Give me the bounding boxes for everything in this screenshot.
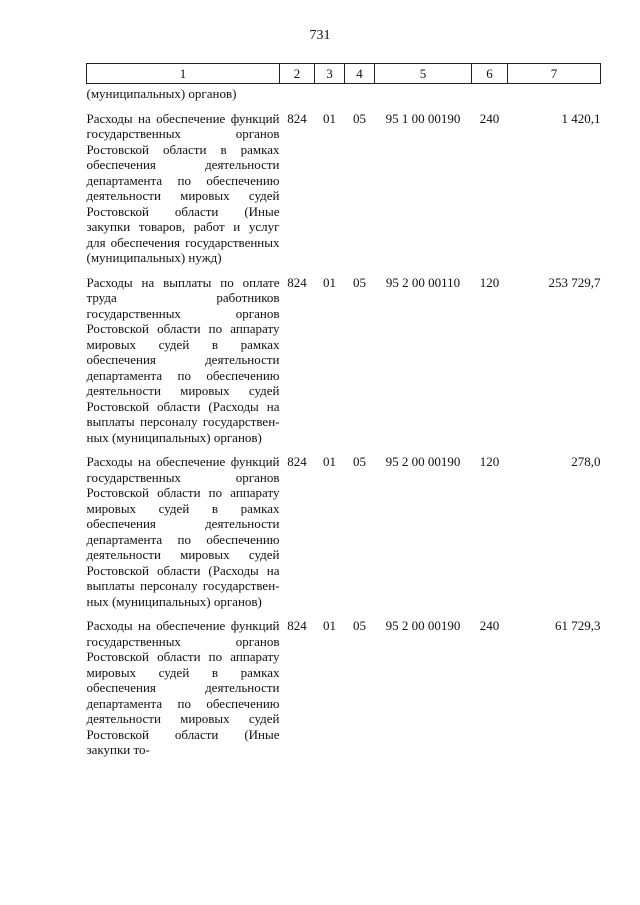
row-target-article: 95 2 00 00190 bbox=[385, 454, 461, 469]
row-expense-type bbox=[472, 84, 508, 102]
header-col-6: 6 bbox=[472, 64, 508, 84]
row-description: Расходы на обеспечение функций государственных органов Ростовской области в рамках обеспечения деятельности департамента по обеспечению деятельности мировых судей Ростовской области (Иные закупки товаров, работ и услуг для обеспечения государственных (муниципальных) нужд) bbox=[86, 110, 280, 265]
table-row bbox=[87, 609, 601, 758]
row-section-code: 01 bbox=[323, 618, 336, 633]
row-subsection-code: 05 bbox=[353, 454, 366, 469]
row-section-code bbox=[315, 84, 345, 102]
row-expense-type: 120 bbox=[479, 454, 500, 469]
budget-table bbox=[86, 63, 601, 758]
row-section-code: 01 bbox=[323, 110, 336, 126]
row-description: Расходы на обеспечение функций государственных органов Ростовской области по аппарату мировых судей в рамках обеспечения деятельности департамента по обеспечению деятельности мировых судей Ростовской области (Иные закупки то- bbox=[86, 618, 280, 757]
row-subsection-code: 05 bbox=[353, 110, 366, 126]
row-expense-type: 120 bbox=[479, 274, 500, 290]
table-row bbox=[87, 266, 601, 446]
row-description: (муниципальных) органов) bbox=[86, 86, 237, 101]
row-ministry-code: 824 bbox=[287, 110, 307, 126]
row-subsection-code bbox=[345, 84, 375, 102]
row-amount: 253 729,7 bbox=[548, 274, 601, 290]
row-ministry-code bbox=[280, 84, 315, 102]
table-row bbox=[87, 84, 601, 102]
row-expense-type: 240 bbox=[479, 618, 500, 633]
row-target-article bbox=[375, 84, 472, 102]
row-ministry-code: 824 bbox=[287, 454, 307, 469]
row-subsection-code: 05 bbox=[353, 618, 366, 633]
header-col-3: 3 bbox=[315, 64, 345, 84]
row-section-code: 01 bbox=[323, 454, 336, 469]
page-number: 731 bbox=[309, 28, 331, 43]
row-ministry-code: 824 bbox=[287, 618, 307, 633]
row-description: Расходы на выплаты по оплате труда работников государственных органов Ростовской области по аппарату мировых судей в рамках обеспечения деятельности департамента по обеспечению деятельности мировых судей Ростовской области (Расходы на выплаты персоналу государственных (муниципальных) органов) bbox=[86, 274, 280, 445]
table-row bbox=[87, 102, 601, 266]
row-description: Расходы на обеспечение функций государственных органов Ростовской области по аппарату мировых судей в рамках обеспечения деятельности департамента по обеспечению деятельности мировых судей Ростовской области (Расходы на выплаты персоналу государственных (муниципальных) органов) bbox=[86, 454, 280, 609]
row-amount: 278,0 bbox=[571, 454, 601, 469]
row-target-article: 95 2 00 00190 bbox=[385, 618, 461, 633]
row-expense-type: 240 bbox=[479, 110, 500, 126]
header-col-5: 5 bbox=[375, 64, 472, 84]
table-header-row bbox=[87, 64, 601, 84]
table-row bbox=[87, 445, 601, 609]
row-amount: 1 420,1 bbox=[561, 110, 601, 126]
row-section-code: 01 bbox=[323, 274, 336, 290]
row-target-article: 95 2 00 00110 bbox=[385, 274, 461, 290]
row-ministry-code: 824 bbox=[287, 274, 307, 290]
header-col-4: 4 bbox=[345, 64, 375, 84]
row-target-article: 95 1 00 00190 bbox=[385, 110, 461, 126]
header-col-7: 7 bbox=[508, 64, 601, 84]
header-col-1: 1 bbox=[87, 64, 280, 84]
row-amount: 61 729,3 bbox=[555, 618, 601, 633]
row-amount bbox=[508, 84, 601, 102]
row-subsection-code: 05 bbox=[353, 274, 366, 290]
header-col-2: 2 bbox=[280, 64, 315, 84]
